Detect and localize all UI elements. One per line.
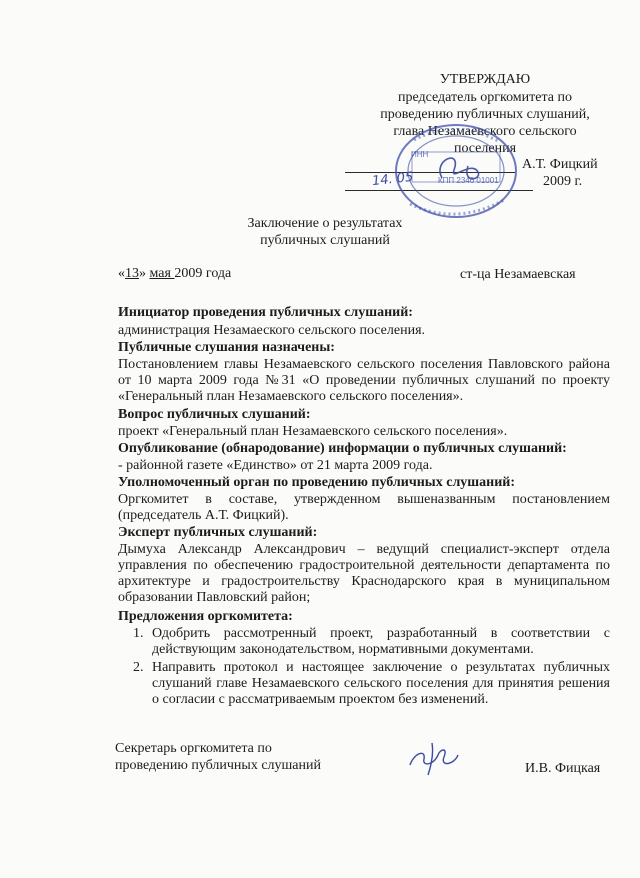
document-date — [118, 266, 231, 282]
section-expert-heading: Эксперт публичных слушаний: — [118, 525, 318, 540]
date-quote-close: » — [139, 266, 150, 281]
secretary-signature — [404, 735, 464, 782]
section-publication-text: - районной газете «Единство» от 21 марта 2009 года. — [118, 458, 433, 473]
document-place: ст-ца Незамаевская — [460, 267, 576, 282]
section-publication-heading: Опубликование (обнародование) информации о публичных слушаний: — [118, 441, 567, 456]
secretary-title-line-1: Секретарь оргкомитета по — [115, 741, 272, 756]
section-question-text: проект «Генеральный план Незамаевского сельского поселения». — [118, 424, 508, 439]
section-initiator-text: администрация Незамаеского сельского поселения. — [118, 323, 426, 338]
secretary-name: И.В. Фицкая — [525, 761, 601, 776]
secretary-title-line-2: проведению публичных слушаний — [115, 758, 322, 773]
section-proposals-heading: Предложения оргкомитета: — [118, 609, 293, 624]
proposal-number-1: 1. — [133, 626, 144, 641]
stamp-kpp: КПП 2346 01001 — [438, 176, 499, 185]
section-question-heading: Вопрос публичных слушаний: — [118, 407, 311, 422]
date-month: мая — [149, 266, 175, 281]
section-appointed-heading: Публичные слушания назначены: — [118, 340, 335, 355]
section-appointed-text: Постановлением главы Незамаевского сельского поселения Павловского района от 10 марта 2009 года №31 «О проведении публичных слушаний по проекту «Генеральный план Незамаевского сельского поселения». — [118, 357, 610, 404]
official-seal — [392, 120, 520, 222]
approval-line-1: председатель оргкомитета по — [398, 90, 572, 105]
approval-line-4: поселения — [453, 141, 517, 156]
section-initiator-heading: Инициатор проведения публичных слушаний: — [118, 305, 413, 320]
approval-line-3: глава Незамаевского сельского — [393, 124, 577, 139]
date-year: 2009 года — [174, 266, 232, 281]
document-title-line-2: публичных слушаний — [260, 233, 390, 248]
section-authority-text: Оргкомитет в составе, утвержденном вышеназванным постановлением (председатель А.Т. Фицкий). — [118, 492, 610, 523]
date-day: 13 — [125, 266, 139, 281]
approval-name: А.Т. Фицкий — [522, 157, 598, 172]
section-expert-text: Дымуха Александр Александрович – ведущий специалист-эксперт отдела управления по обеспечению градостроительной деятельности департамента по архитектуре и градостроительству Краснодарского края в муниципальном образовании Павловский район; — [118, 542, 610, 605]
proposal-text-2: Направить протокол и настоящее заключение о результатах публичных слушаний главе Незамаевского сельского поселения для принятия решения о согласии с рассматриваемым проектом без изменений. — [152, 660, 610, 707]
section-authority-heading: Уполномоченный орган по проведению публичных слушаний: — [118, 475, 515, 490]
document-title-line-1: Заключение о результатах — [247, 216, 403, 231]
stamp-inn: ИНН — [411, 150, 429, 159]
approval-year: 2009 г. — [543, 174, 583, 189]
handwritten-date: 14. 05 — [371, 169, 415, 190]
proposal-number-2: 2. — [133, 660, 144, 675]
date-quote-open: « — [118, 266, 125, 281]
proposal-text-1: Одобрить рассмотренный проект, разработанный в соответствии с действующим законодательством, нормативными документами. — [152, 626, 610, 657]
approval-line-2: проведению публичных слушаний, — [380, 107, 590, 122]
approval-heading: УТВЕРЖДАЮ — [439, 72, 531, 87]
